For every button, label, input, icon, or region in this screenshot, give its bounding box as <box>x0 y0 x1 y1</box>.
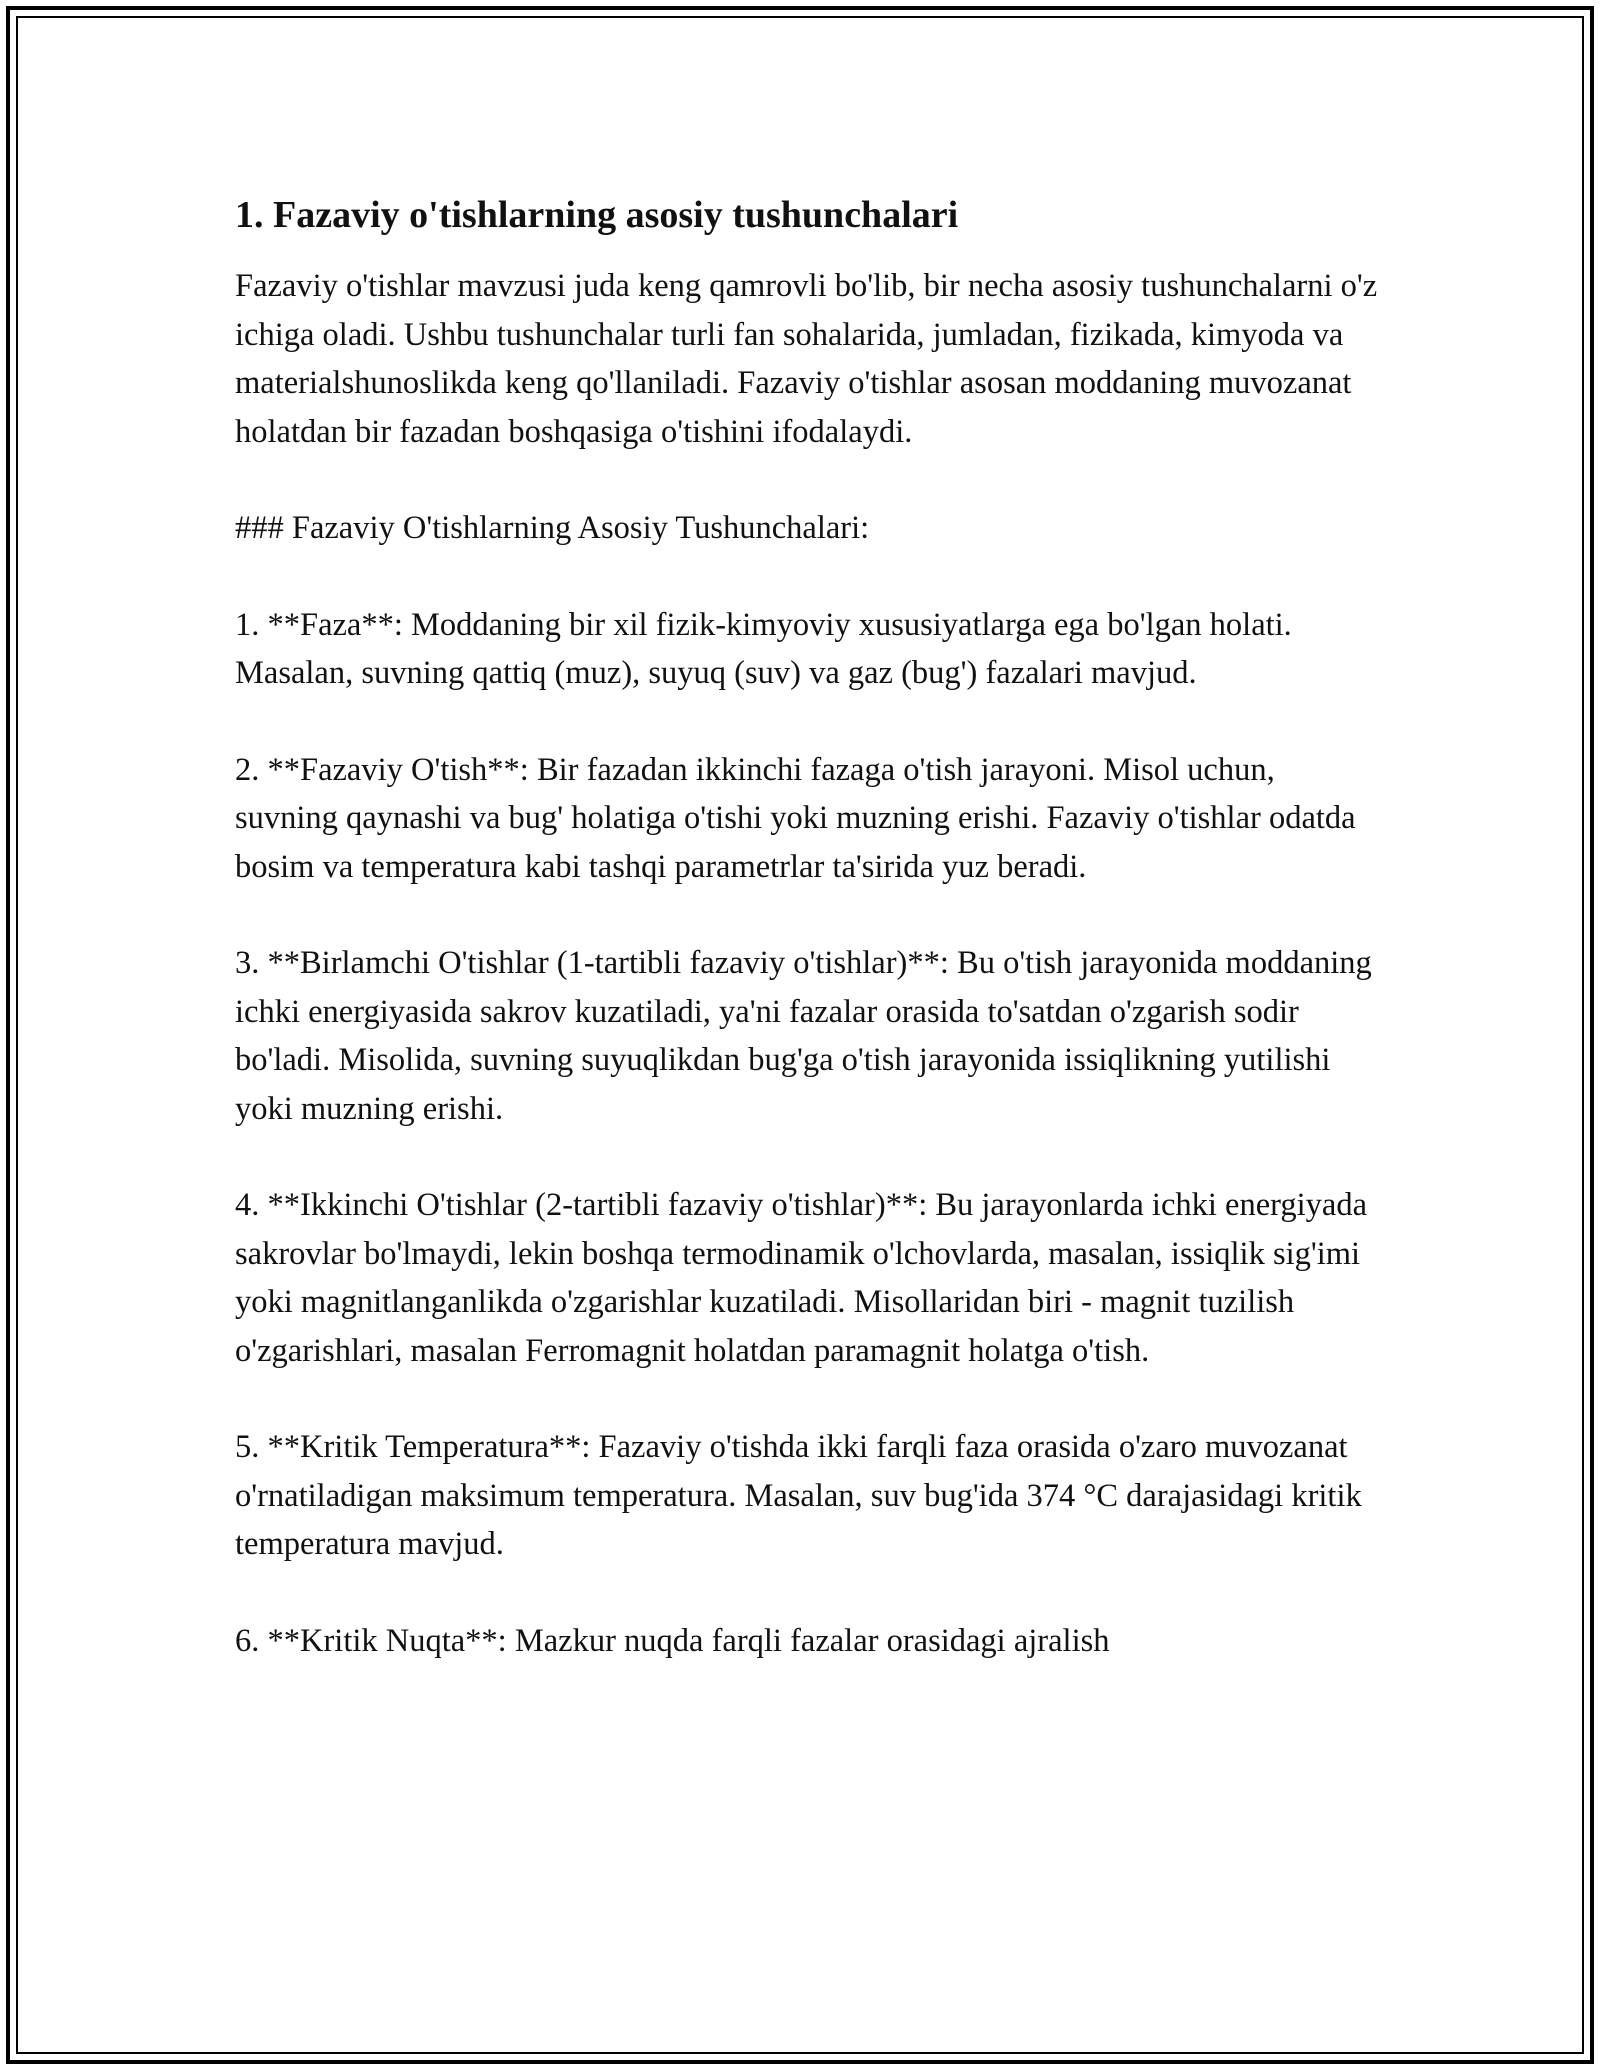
subheading-paragraph: ### Fazaviy O'tishlarning Asosiy Tushunchalari: <box>235 510 870 546</box>
list-item-ikkinchi-otishlar: 4. **Ikkinchi O'tishlar (2-tartibli fazaviy o'tishlar)**: Bu jarayonlarda ichki energiyada sakrovlar bo'lmaydi, lekin boshqa termodinamik o'lchovlarda, masalan, issiqlik sig'imi yoki magnitlanganlikda o'zgarishlar kuzatiladi. Misollaridan biri - magnit tuzilish o'zgarishlari, masalan Ferromagnit holatdan paramagnit holatga o'tish. <box>235 1187 1368 1369</box>
list-item-birlamchi-otishlar: 3. **Birlamchi O'tishlar (1-tartibli fazaviy o'tishlar)**: Bu o'tish jarayonida moddaning ichki energiyasida sakrov kuzatiladi, ya'ni fazalar orasida to'satdan o'zgarish sodir bo'ladi. Misolida, suvning suyuqlikdan bug'ga o'tish jarayonida issiqlikning yutilishi yoki muzning erishi. <box>235 945 1372 1127</box>
list-item-fazaviy-otish: 2. **Fazaviy O'tish**: Bir fazadan ikkinchi fazaga o'tish jarayoni. Misol uchun, suvning qaynashi va bug' holatiga o'tishi yoki muzning erishi. Fazaviy o'tishlar odatda bosim va temperatura kabi tashqi parametrlar ta'sirida yuz beradi. <box>235 751 1356 885</box>
section-heading: 1. Fazaviy o'tishlarning asosiy tushunchalari <box>235 194 959 236</box>
intro-paragraph: Fazaviy o'tishlar mavzusi juda keng qamrovli bo'lib, bir necha asosiy tushunchalarni o'z ichiga oladi. Ushbu tushunchalar turli fan sohalarida, jumladan, fizikada, kimyoda va materialshunoslikda keng qo'llaniladi. Fazaviy o'tishlar asosan moddaning muvozanat holatdan bir fazadan boshqasiga o'tishini ifodalaydi. <box>235 268 1378 450</box>
document-body <box>235 190 1385 1665</box>
list-item-kritik-temperatura: 5. **Kritik Temperatura**: Fazaviy o'tishda ikki farqli faza orasida o'zaro muvozanat o'rnatiladigan maksimum temperatura. Masalan, suv bug'ida 374 °C darajasidagi kritik temperatura mavjud. <box>235 1429 1362 1562</box>
list-item-kritik-nuqta: 6. **Kritik Nuqta**: Mazkur nuqda farqli fazalar orasidagi ajralish <box>235 1622 1110 1659</box>
list-item-faza: 1. **Faza**: Moddaning bir xil fizik-kimyoviy xususiyatlarga ega bo'lgan holati. Masalan, suvning qattiq (muz), suyuq (suv) va gaz (bug') fazalari mavjud. <box>235 606 1292 691</box>
